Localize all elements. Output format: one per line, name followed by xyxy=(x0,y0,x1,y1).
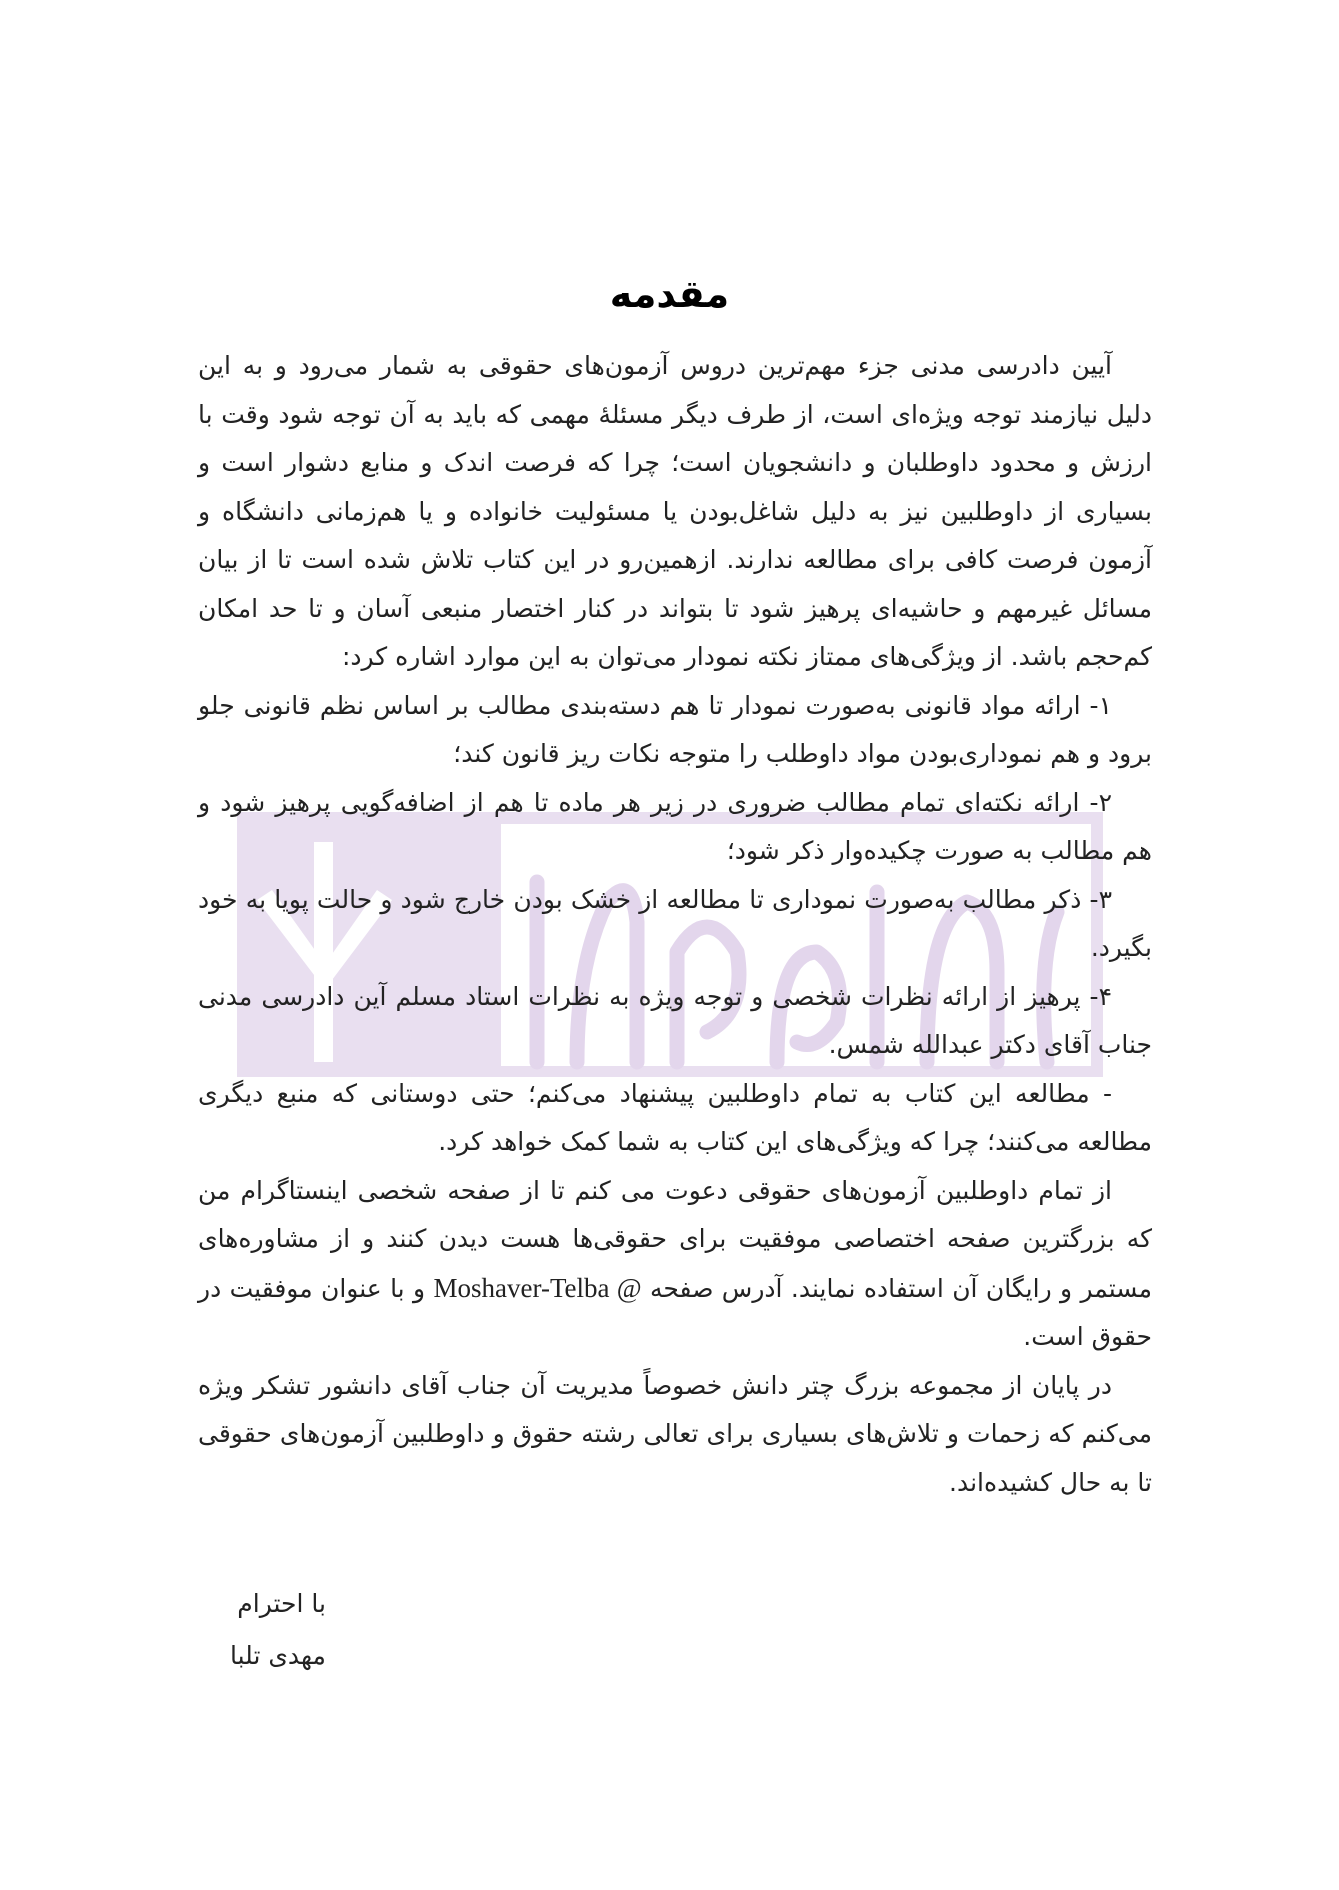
instagram-text-before: از تمام داوطلبین آزمون‌های حقوقی دعوت می کنم تا از صفحه شخصی اینستاگرام من که بزرگترین صفحه اختصاصی موفقیت برای حقوقی‌ها هست دیدن کنند و از مشاوره‌های مستمر و رایگان آن استفاده نمایند. آدرس صفحه xyxy=(198,1175,1152,1303)
feature-item-3: ۳- ذکر مطالب به‌صورت نموداری تا مطالعه از خشک بودن خارج شود و حالت پویا به خود بگیرد. xyxy=(198,884,1152,962)
instagram-handle: Moshaver-Telba @ xyxy=(433,1272,642,1303)
intro-paragraph: آیین دادرسی مدنی جزء مهم‌ترین دروس آزمون‌های حقوقی به شمار می‌رود و به این دلیل نیازمند توجه ویژه‌ای است، از طرف دیگر مسئلهٔ مهمی که باید به آن توجه شود وقت با ارزش و محدود داوطلبان و دانشجویان است؛ چرا که فرصت اندک و منابع دشوار است و بسیاری از داوطلبین نیز به دلیل شاغل‌بودن یا مسئولیت خانواده و یا هم‌زمانی دانشگاه و آزمون فرصت کافی برای مطالعه ندارند. ازهمین‌رو در این کتاب تلاش شده است تا از بیان مسائل غیرمهم و حاشیه‌ای پرهیز شود تا بتواند در کنار اختصار منبعی آسان و تا حد امکان کم‌حجم باشد. از ویژگی‌های ممتاز نکته نمودار می‌توان به این موارد اشاره کرد: xyxy=(198,351,1152,671)
document-body xyxy=(198,342,1152,1507)
author-name: مهدی تلبا xyxy=(230,1641,326,1670)
acknowledgement-paragraph: در پایان از مجموعه بزرگ چتر دانش خصوصاً مدیریت آن جناب آقای دانشور تشکر ویژه می‌کنم که زحمات و تلاش‌های بسیاری برای تعالی رشته حقوق و داوطلبین آزمون‌های حقوقی تا به حال کشیده‌اند. xyxy=(198,1370,1152,1497)
instagram-paragraph xyxy=(198,1167,1152,1362)
feature-item-1: ۱- ارائه مواد قانونی به‌صورت نمودار تا هم دسته‌بندی مطالب بر اساس نظم قانونی جلو برود و هم نموداری‌بودن مواد داوطلب را متوجه نکات ریز قانون کند؛ xyxy=(198,690,1152,768)
recommendation-paragraph: - مطالعه این کتاب به تمام داوطلبین پیشنهاد می‌کنم؛ حتی دوستانی که منبع دیگری مطالعه می‌کنند؛ چرا که ویژگی‌های این کتاب به شما کمک خواهد کرد. xyxy=(198,1078,1152,1156)
salutation: با احترام xyxy=(237,1589,326,1618)
feature-item-2: ۲- ارائه نکته‌ای تمام مطالب ضروری در زیر هر ماده تا هم از اضافه‌گویی پرهیز شود و هم مطالب به صورت چکیده‌وار ذکر شود؛ xyxy=(198,787,1152,865)
instagram-text-after: و با عنوان موفقیت در حقوق است. xyxy=(198,1273,1152,1351)
signature-block xyxy=(230,1578,326,1682)
feature-item-4: ۴- پرهیز از ارائه نظرات شخصی و توجه ویژه به نظرات استاد مسلم آین دادرسی مدنی جناب آقای دکتر عبدالله شمس. xyxy=(198,981,1152,1059)
page-title: مقدمه xyxy=(609,272,730,316)
